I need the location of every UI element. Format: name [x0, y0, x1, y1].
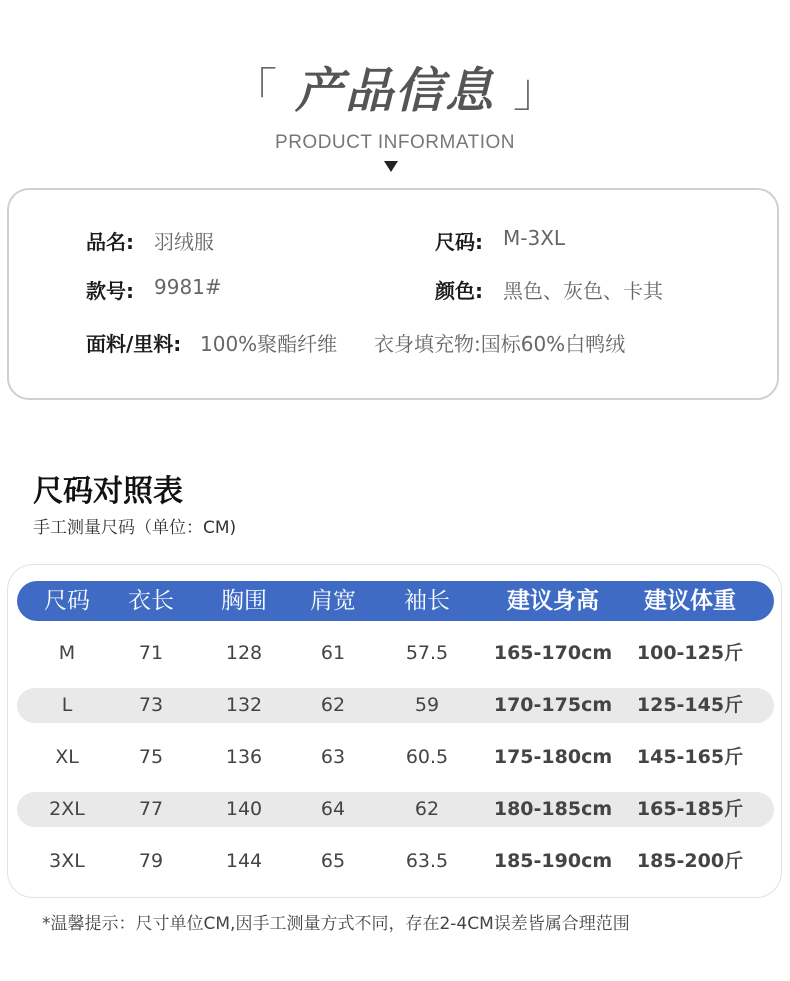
table-cell-size: XL	[55, 746, 79, 768]
table-cell-chest: 132	[225, 694, 263, 716]
table-cell-size: 2XL	[49, 798, 85, 820]
filling-value: 衣身填充物:国标60%白鸭绒	[374, 332, 626, 356]
header-cell-length: 衣长	[128, 588, 174, 614]
style-label: 款号:	[86, 279, 134, 303]
size-value: M-3XL	[503, 226, 566, 250]
table-cell-chest: 144	[225, 850, 263, 872]
table-cell-weight: 100-125斤	[636, 642, 744, 664]
table-cell-weight: 145-165斤	[636, 746, 744, 768]
table-cell-sleeve: 60.5	[405, 746, 449, 768]
table-cell-length: 75	[138, 746, 164, 768]
header-cell-height: 建议身高	[507, 588, 599, 614]
table-cell-sleeve: 63.5	[405, 850, 449, 872]
table-cell-chest: 140	[225, 798, 263, 820]
table-cell-size: M	[58, 642, 76, 664]
table-cell-length: 79	[138, 850, 164, 872]
fabric-label: 面料/里料:	[86, 332, 182, 356]
table-cell-shoulder: 63	[320, 746, 346, 768]
table-cell-sleeve: 59	[414, 694, 440, 716]
table-cell-shoulder: 62	[320, 694, 346, 716]
page-title	[0, 52, 790, 121]
size-table-header	[17, 581, 774, 621]
header-cell-chest: 胸围	[221, 588, 267, 614]
table-cell-shoulder: 64	[320, 798, 346, 820]
size-chart-subtitle: 手工测量尺码（单位：CM)	[33, 518, 237, 538]
color-label: 颜色:	[435, 279, 483, 303]
table-cell-chest: 136	[225, 746, 263, 768]
header-cell-sleeve: 袖长	[404, 588, 450, 614]
header-cell-shoulder: 肩宽	[310, 588, 356, 614]
table-cell-weight: 185-200斤	[636, 850, 744, 872]
style-value: 9981#	[154, 275, 222, 299]
table-cell-chest: 128	[225, 642, 263, 664]
table-cell-shoulder: 61	[320, 642, 346, 664]
header-cell-weight: 建议体重	[644, 588, 736, 614]
title-text: 产品信息	[294, 63, 495, 119]
table-cell-height: 165-170cm	[493, 642, 613, 664]
fabric-value: 100%聚酯纤维	[200, 332, 338, 356]
header-cell-size: 尺码	[44, 588, 90, 614]
table-cell-height: 185-190cm	[493, 850, 613, 872]
size-chart-title: 尺码对照表	[33, 474, 183, 509]
bracket-right: 」	[513, 62, 559, 117]
name-label: 品名:	[86, 230, 134, 254]
table-cell-shoulder: 65	[320, 850, 346, 872]
bracket-left: 「	[230, 62, 277, 117]
table-cell-length: 73	[138, 694, 164, 716]
page-subtitle: PRODUCT INFORMATION	[275, 132, 515, 153]
size-label: 尺码:	[435, 230, 483, 254]
table-cell-sleeve: 57.5	[405, 642, 449, 664]
name-value: 羽绒服	[154, 230, 214, 254]
color-value: 黑色、灰色、卡其	[503, 279, 663, 303]
table-cell-sleeve: 62	[414, 798, 440, 820]
table-cell-size: 3XL	[49, 850, 85, 872]
down-arrow-icon	[384, 161, 398, 172]
size-note: *温馨提示：尺寸单位CM,因手工测量方式不同，存在2-4CM误差皆属合理范围	[42, 914, 630, 934]
table-cell-size: L	[61, 694, 73, 716]
table-cell-weight: 165-185斤	[636, 798, 744, 820]
table-cell-weight: 125-145斤	[636, 694, 744, 716]
table-cell-height: 170-175cm	[493, 694, 613, 716]
table-cell-length: 77	[138, 798, 164, 820]
table-cell-height: 175-180cm	[493, 746, 613, 768]
table-cell-length: 71	[138, 642, 164, 664]
table-cell-height: 180-185cm	[493, 798, 613, 820]
